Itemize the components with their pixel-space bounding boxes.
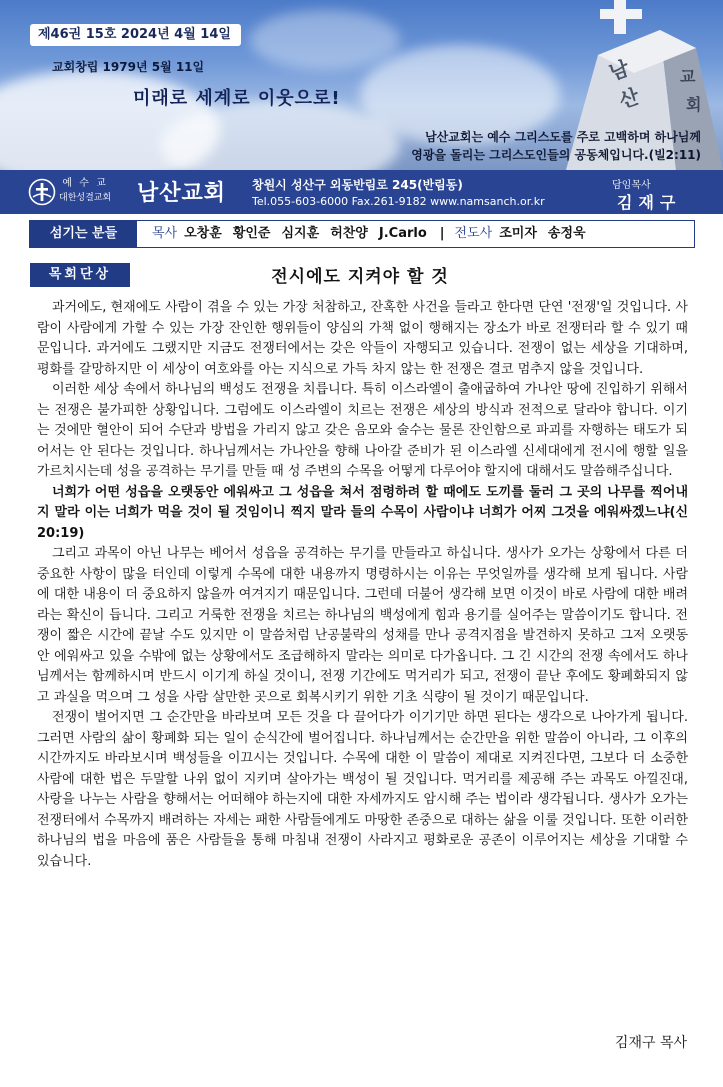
vision-line: 남산교회는 예수 그리스도를 주로 고백하며 하나님께	[425, 130, 701, 144]
church-info-bar	[0, 170, 723, 214]
church-logo-icon	[28, 178, 56, 206]
author-signature: 김재구 목사	[614, 1035, 687, 1051]
evangelist-name: 송정욱	[547, 226, 586, 241]
evangelist-role-label: 전도사	[454, 226, 493, 241]
church-motto: 미래로 세계로 이웃으로!	[133, 88, 341, 109]
denomination-line: 예 수 교	[62, 178, 108, 189]
senior-pastor-title: 담임목사	[612, 180, 651, 191]
staff-label: 섬기는 분들	[30, 221, 137, 247]
pastor-name: 오창훈	[184, 226, 222, 241]
article-body	[37, 298, 688, 872]
church-address: 창원시 성산구 외동반림로 245(반림동)	[252, 178, 463, 192]
staff-list	[152, 221, 597, 247]
denomination-line: 대한성결교회	[59, 193, 112, 203]
article-paragraph: 과거에도, 현재에도 사람이 겪을 수 있는 가장 처참하고, 잔혹한 사건을 들라고 한다면 단연 '전쟁'일 것입니다. 사람이 사람에게 가할 수 있는 가장 잔인한 행위들이 양심의 가책 없이 행해지는 장소가 바로 전쟁터라 할 수 있기 때문입니다. 과거에도 그랬지만 지금도 전쟁터에서는 갖은 악들이 자행되고 있습니다. 전쟁이 없는 세상을 기대하며, 평화를 갈망하지만 이 세상이 여호와를 아는 지식으로 가득 차지 않는 한 전쟁은 결코 멈추지 않을 것입니다.	[37, 300, 688, 377]
svg-text:교: 교	[680, 67, 696, 86]
header-banner	[0, 0, 723, 170]
church-name: 남산교회	[137, 180, 227, 206]
pastor-name: 황인준	[232, 226, 271, 241]
article-paragraph: 그리고 과목이 아닌 나무는 베어서 성읍을 공격하는 무기를 만들라고 하십니다. 생사가 오가는 상황에서 다른 더 중요한 사항이 많을 터인데 이렇게 수목에 대한 내용까지 명령하시는 이유는 무엇일까를 생각해 보게 됩니다. 사람에 대한 내용이 더 중요하지 않을까 여겨지기 때문입니다. 그런데 더불어 생각해 보면 이것이 바로 사람에 대한 배려라는 확신이 듭니다. 그리고 거룩한 전쟁을 치르는 하나님의 백성에게 힘과 용기를 실어주는 말씀이기도 합니다. 전쟁이 짧은 시간에 끝날 수도 있지만 이 말씀처럼 난공불락의 성채를 만나 공격지점을 발견하지 못하고 그저 오랫동안 에워싸고 있을 수밖에 없는 상황에서도 조급해하지 말라는 의미로 다가옵니다. 그 긴 시간의 전쟁 속에서도 하나님께서는 함께하시며 반드시 이기게 하실 것이니, 전쟁 기간에도 먹거리가 되고, 전쟁이 끝난 후에도 황폐화되지 않고 과실을 먹으며 그 성을 사람 살만한 곳으로 회복시키기 위한 기초 식량이 될 것이기 때문입니다.	[37, 546, 688, 705]
pastor-name: 심지훈	[281, 226, 320, 241]
founding-date: 교회창립 1979년 5월 11일	[52, 60, 205, 74]
svg-text:남: 남	[606, 55, 632, 85]
evangelist-name: 조미자	[499, 226, 537, 241]
staff-separator: |	[439, 226, 445, 241]
column-label: 목회단상	[30, 263, 130, 287]
pastor-name: 허찬양	[330, 226, 368, 241]
article-paragraph: 전쟁이 벌어지면 그 순간만을 바라보며 모든 것을 다 끌어다가 이기기만 하면 된다는 생각으로 나아가게 됩니다. 그러면 사람의 삶이 황폐화 되는 일이 순식간에 벌어집니다. 하나님께서는 순간만을 위한 말씀이 아니라, 그 이후의 시간까지도 바라보시며 백성들을 이끄시는 것입니다. 수목에 대한 이 말씀이 제대로 지켜진다면, 그보다 더 소중한 사람에 대한 법은 두말할 나위 없이 지키며 살아가는 백성이 될 것입니다. 먹거리를 제공해 주는 과목도 아낄진대, 사랑을 나누는 사람을 향해서는 어떠해야 하는지에 대한 자세까지도 암시해 주는 법이라 생각됩니다. 생사가 오가는 전쟁터에서 수목까지 배려하는 자세는 패한 사람들에게도 마땅한 존중으로 대하는 삶을 이룰 것입니다. 또한 이러한 하나님의 법을 마음에 품은 사람들을 통해 마침내 전쟁이 사라지고 평화로운 공존이 이루어지는 세상을 기대할 수 있습니다.	[37, 710, 688, 869]
vision-line: 영광을 돌리는 그리스도인들의 공동체입니다.(빌2:11)	[411, 148, 701, 162]
issue-date-badge: 제46권 15호 2024년 4월 14일	[30, 24, 241, 46]
pastor-name: J.Carlo	[378, 226, 427, 241]
church-vision	[411, 128, 701, 164]
staff-row	[29, 220, 695, 248]
pastor-role-label: 목사	[152, 226, 178, 241]
svg-text:회: 회	[686, 95, 702, 114]
article-title: 전시에도 지켜야 할 것	[271, 267, 449, 287]
article-paragraph: 이러한 세상 속에서 하나님의 백성도 전쟁을 치릅니다. 특히 이스라엘이 출애굽하여 가나안 땅에 진입하기 위해서는 전쟁은 불가피한 상황입니다. 그럼에도 이스라엘이 치르는 전쟁은 세상의 방식과 전적으로 달라야 합니다. 이기는 것에만 혈안이 되어 수단과 방법을 가리지 않고 갖은 음모와 술수는 물론 잔인함으로 파괴를 자행하는 태도가 되어서는 안 된다는 것입니다. 하나님께서는 가나안을 향해 나아갈 준비가 된 이스라엘 신세대에게 전시에 행할 일을 가르치시는데 성을 공격하는 무기를 만들 때 성 주변의 수목을 어떻게 다루어야 할지에 대해서도 말씀해주십니다.	[37, 382, 688, 479]
scripture-quote: 너희가 어떤 성읍을 오랫동안 에워싸고 그 성읍을 쳐서 점령하려 할 때에도 도끼를 둘러 그 곳의 나무를 찍어내지 말라 이는 너희가 먹을 것이 될 것임이니 찍지 말라 들의 수목이 사람이냐 너희가 어찌 그것을 에워싸겠느냐(신 20:19)	[37, 484, 688, 541]
church-contact: Tel.055-603-6000 Fax.261-9182 www.namsanch.or.kr	[252, 195, 545, 208]
cloud-decoration	[250, 10, 400, 70]
denomination-label	[59, 177, 111, 205]
svg-text:산: 산	[616, 83, 642, 113]
senior-pastor-name: 김재구	[617, 193, 682, 212]
